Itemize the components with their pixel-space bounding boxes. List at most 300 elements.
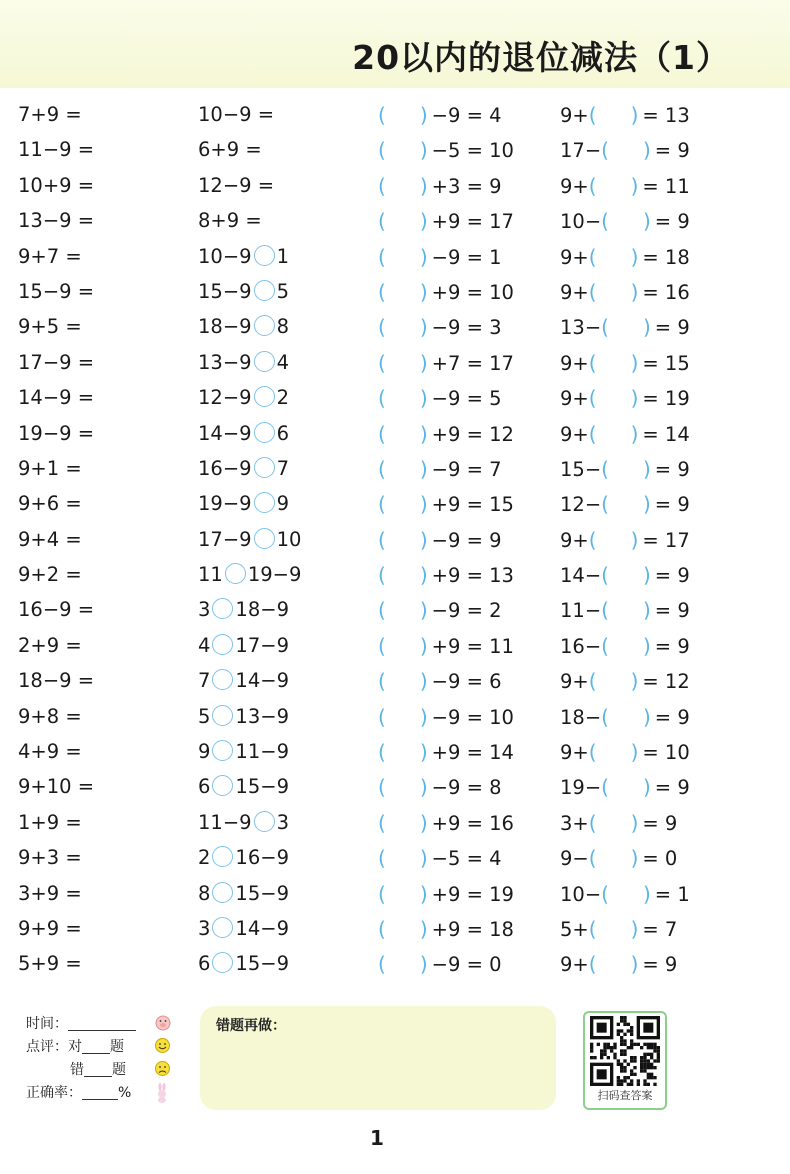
col4-equation <box>560 669 690 694</box>
exercise-row <box>0 309 790 344</box>
header-band <box>0 0 790 88</box>
compare-right: 15−9 <box>235 952 289 976</box>
exercise-row <box>0 132 790 167</box>
col2-equation <box>198 598 289 622</box>
col4-suffix: = 12 <box>642 670 690 694</box>
col2-equation <box>198 528 301 552</box>
paren-close: ) <box>642 209 651 234</box>
exercise-row <box>0 663 790 698</box>
col3-equation <box>378 103 502 128</box>
col4-suffix: = 9 <box>654 493 690 517</box>
qr-code-card[interactable] <box>583 1011 667 1110</box>
col1-equation: 18−9 = <box>18 669 95 693</box>
compare-circle[interactable] <box>212 740 233 761</box>
compare-circle[interactable] <box>254 280 275 301</box>
accuracy-blank[interactable] <box>82 1099 118 1100</box>
compare-left: 3 <box>198 916 211 940</box>
col4-suffix: = 9 <box>642 953 678 977</box>
paren-open: ( <box>378 138 386 163</box>
compare-circle[interactable] <box>212 669 233 690</box>
paren-open: ( <box>378 173 386 198</box>
col3-rest: −9 = 2 <box>431 599 502 623</box>
paren-open: ( <box>588 173 597 198</box>
col4-prefix: 15− <box>560 457 602 481</box>
col4-suffix: = 9 <box>654 705 690 729</box>
compare-circle[interactable] <box>254 386 275 407</box>
compare-right: 10 <box>276 527 302 551</box>
col4-prefix: 9+ <box>560 528 589 552</box>
accuracy-row <box>26 1081 136 1104</box>
paren-close: ) <box>642 563 651 588</box>
col3-rest: −9 = 1 <box>431 245 502 269</box>
col1-equation: 1+9 = <box>18 810 82 834</box>
compare-right: 11−9 <box>235 740 289 764</box>
col3-equation <box>378 598 502 623</box>
col2-equation <box>198 740 289 764</box>
compare-circle[interactable] <box>254 457 275 478</box>
paren-close: ) <box>419 633 428 658</box>
compare-right: 19−9 <box>247 563 302 587</box>
time-row <box>26 1012 136 1035</box>
compare-right: 13−9 <box>235 704 289 728</box>
paren-open: ( <box>588 952 597 977</box>
paren-close: ) <box>630 916 639 941</box>
exercise-row <box>0 97 790 132</box>
compare-right: 9 <box>276 492 289 516</box>
col4-prefix: 13− <box>560 316 602 340</box>
paren-open: ( <box>378 633 386 658</box>
col4-suffix: = 18 <box>642 245 690 269</box>
paren-open: ( <box>588 669 597 694</box>
col4-equation <box>560 386 690 411</box>
col4-prefix: 5+ <box>560 917 589 941</box>
paren-open: ( <box>378 527 386 552</box>
col4-equation <box>560 882 690 907</box>
paren-close: ) <box>419 456 428 481</box>
paren-close: ) <box>642 633 651 658</box>
paren-open: ( <box>378 598 386 623</box>
correct-blank[interactable] <box>82 1053 110 1054</box>
col4-prefix: 9+ <box>560 953 589 977</box>
compare-right: 3 <box>276 810 289 834</box>
compare-left: 12−9 <box>198 386 252 410</box>
col2-equation <box>198 811 289 835</box>
paren-close: ) <box>419 527 428 552</box>
col3-rest: −9 = 7 <box>431 457 502 481</box>
col3-rest: +9 = 15 <box>431 493 514 517</box>
col4-suffix: = 9 <box>654 316 690 340</box>
col4-prefix: 9+ <box>560 387 589 411</box>
compare-circle[interactable] <box>254 422 275 443</box>
col4-prefix: 10− <box>560 882 602 906</box>
compare-left: 9 <box>198 740 211 764</box>
col3-equation <box>378 811 514 836</box>
col4-suffix: = 13 <box>642 104 690 127</box>
wrong-blank[interactable] <box>84 1076 112 1077</box>
compare-left: 15−9 <box>198 279 252 303</box>
paren-open: ( <box>588 810 597 835</box>
col3-rest: −9 = 5 <box>431 387 502 411</box>
compare-left: 6 <box>198 952 211 976</box>
paren-open: ( <box>378 563 386 588</box>
col3-rest: −9 = 4 <box>431 104 502 127</box>
compare-circle[interactable] <box>212 705 233 726</box>
col3-rest: +9 = 14 <box>431 741 514 765</box>
col2-equation <box>198 917 289 941</box>
col1-equation: 9+5 = <box>18 315 82 339</box>
paren-close: ) <box>630 103 639 127</box>
paren-open: ( <box>601 563 609 588</box>
col3-equation <box>378 563 514 588</box>
compare-right: 17−9 <box>235 633 289 657</box>
correct-unit: 题 <box>110 1039 124 1055</box>
exercise-row <box>0 451 790 486</box>
col2-equation <box>198 492 289 516</box>
time-blank[interactable] <box>68 1030 136 1031</box>
col2-equation <box>198 563 301 587</box>
qr-code-icon <box>589 1016 661 1086</box>
exercise-row <box>0 522 790 557</box>
col1-equation: 16−9 = <box>18 598 95 622</box>
paren-close: ) <box>630 846 639 871</box>
pig-icon <box>154 1014 172 1031</box>
col4-suffix: = 17 <box>642 528 690 552</box>
exercise-row <box>0 592 790 627</box>
compare-circle[interactable] <box>212 917 233 938</box>
col1-equation: 14−9 = <box>18 386 95 410</box>
col4-equation <box>560 351 690 376</box>
frown-icon <box>154 1060 171 1077</box>
col2-equation: 12−9 = <box>198 173 275 197</box>
paren-open: ( <box>601 315 609 340</box>
compare-right: 15−9 <box>235 881 289 905</box>
col1-equation: 11−9 = <box>18 138 95 162</box>
paren-close: ) <box>419 138 428 163</box>
col2-equation <box>198 669 289 693</box>
paren-open: ( <box>601 881 609 906</box>
paren-close: ) <box>419 386 428 411</box>
compare-circle[interactable] <box>212 598 233 619</box>
col3-rest: −9 = 8 <box>431 776 502 800</box>
exercise-row <box>0 876 790 911</box>
paren-close: ) <box>642 775 651 800</box>
col4-prefix: 10− <box>560 210 602 234</box>
paren-close: ) <box>642 138 651 163</box>
col4-equation <box>560 422 690 447</box>
paren-close: ) <box>642 456 651 481</box>
compare-circle[interactable] <box>254 811 275 832</box>
compare-circle[interactable] <box>225 563 246 584</box>
col4-suffix: = 9 <box>654 139 690 163</box>
col1-equation: 4+9 = <box>18 740 82 764</box>
compare-left: 18−9 <box>198 315 252 339</box>
col1-equation: 9+7 = <box>18 244 82 268</box>
col1-equation: 7+9 = <box>18 103 82 126</box>
paren-close: ) <box>419 103 428 127</box>
col4-equation <box>560 528 690 553</box>
col3-rest: −9 = 10 <box>431 705 514 729</box>
col2-equation <box>198 846 289 870</box>
bunny-icon <box>154 1083 170 1103</box>
col2-equation <box>198 882 289 906</box>
paren-open: ( <box>588 846 597 871</box>
col3-equation <box>378 740 514 765</box>
paren-open: ( <box>378 810 386 835</box>
paren-close: ) <box>642 492 651 517</box>
paren-close: ) <box>419 315 428 340</box>
paren-open: ( <box>378 704 386 729</box>
exercise-row <box>0 345 790 380</box>
paren-close: ) <box>419 704 428 729</box>
exercise-row <box>0 203 790 238</box>
exercise-row <box>0 416 790 451</box>
paren-open: ( <box>378 103 386 127</box>
col4-suffix: = 9 <box>642 811 678 835</box>
col3-equation <box>378 634 514 659</box>
paren-close: ) <box>630 669 639 694</box>
col3-equation <box>378 669 502 694</box>
col4-equation <box>560 705 690 730</box>
compare-left: 13−9 <box>198 350 252 374</box>
col4-equation <box>560 917 677 942</box>
paren-open: ( <box>588 527 597 552</box>
paren-close: ) <box>642 881 651 906</box>
col4-prefix: 18− <box>560 705 602 729</box>
col4-suffix: = 14 <box>642 422 690 446</box>
compare-right: 15−9 <box>235 775 289 799</box>
paren-open: ( <box>588 740 597 765</box>
col4-equation <box>560 245 690 270</box>
paren-close: ) <box>630 279 639 304</box>
paren-open: ( <box>378 386 386 411</box>
compare-right: 14−9 <box>235 669 289 693</box>
compare-right: 14−9 <box>235 916 289 940</box>
paren-open: ( <box>378 740 386 765</box>
exercise-row <box>0 946 790 981</box>
col4-suffix: = 9 <box>654 776 690 800</box>
col3-rest: −5 = 10 <box>431 139 514 163</box>
paren-close: ) <box>419 881 428 906</box>
col3-equation <box>378 386 502 411</box>
col3-equation <box>378 174 502 199</box>
paren-close: ) <box>419 421 428 446</box>
smile-icon <box>154 1037 171 1054</box>
paren-open: ( <box>378 350 386 375</box>
paren-close: ) <box>419 244 428 269</box>
col3-rest: +9 = 11 <box>431 634 514 658</box>
paren-close: ) <box>630 244 639 269</box>
paren-open: ( <box>378 669 386 694</box>
paren-open: ( <box>601 456 609 481</box>
wrong-label: 错 <box>70 1062 84 1078</box>
exercise-row <box>0 239 790 274</box>
paren-close: ) <box>419 563 428 588</box>
paren-close: ) <box>419 810 428 835</box>
compare-circle[interactable] <box>254 492 275 513</box>
compare-left: 8 <box>198 881 211 905</box>
paren-open: ( <box>588 103 597 127</box>
exercise-grid <box>0 97 790 982</box>
col4-prefix: 14− <box>560 564 602 588</box>
col4-equation <box>560 563 690 588</box>
col3-equation <box>378 952 502 977</box>
paren-close: ) <box>419 209 428 234</box>
col4-equation <box>560 811 677 836</box>
compare-left: 7 <box>198 669 211 693</box>
col2-equation <box>198 280 289 304</box>
review-label: 点评： <box>26 1039 68 1055</box>
paren-close: ) <box>630 527 639 552</box>
review-correct-row <box>26 1035 136 1058</box>
col4-equation <box>560 952 677 977</box>
paren-open: ( <box>588 916 597 941</box>
col3-equation <box>378 705 514 730</box>
paren-open: ( <box>378 952 386 977</box>
col2-equation: 8+9 = <box>198 209 262 233</box>
exercise-row <box>0 274 790 309</box>
col4-suffix: = 0 <box>642 847 678 871</box>
col4-suffix: = 9 <box>654 564 690 588</box>
col3-equation <box>378 775 502 800</box>
col4-prefix: 9+ <box>560 670 589 694</box>
col2-equation <box>198 705 289 729</box>
paren-close: ) <box>419 740 428 765</box>
paren-close: ) <box>419 598 428 623</box>
paren-open: ( <box>378 421 386 446</box>
col3-equation <box>378 209 514 234</box>
col2-equation <box>198 315 289 339</box>
paren-open: ( <box>588 421 597 446</box>
col3-equation <box>378 315 502 340</box>
paren-open: ( <box>378 315 386 340</box>
col4-prefix: 9− <box>560 847 589 871</box>
col4-prefix: 11− <box>560 599 602 623</box>
col3-equation <box>378 846 502 871</box>
compare-circle[interactable] <box>254 315 275 336</box>
exercise-row <box>0 734 790 769</box>
col4-equation <box>560 457 690 482</box>
col4-prefix: 12− <box>560 493 602 517</box>
compare-right: 4 <box>276 350 289 374</box>
compare-right: 5 <box>276 279 289 303</box>
col4-suffix: = 10 <box>642 741 690 765</box>
compare-circle[interactable] <box>254 351 275 372</box>
col4-suffix: = 9 <box>654 457 690 481</box>
col1-equation: 9+2 = <box>18 563 82 587</box>
col4-prefix: 9+ <box>560 174 589 198</box>
col2-equation <box>198 634 289 658</box>
compare-circle[interactable] <box>254 245 275 266</box>
compare-circle[interactable] <box>212 634 233 655</box>
col4-suffix: = 9 <box>654 210 690 234</box>
paren-open: ( <box>588 244 597 269</box>
compare-circle[interactable] <box>212 846 233 867</box>
col1-equation: 2+9 = <box>18 633 82 657</box>
paren-close: ) <box>419 952 428 977</box>
col1-equation: 10+9 = <box>18 173 95 197</box>
col4-suffix: = 19 <box>642 387 690 411</box>
compare-right: 16−9 <box>235 846 289 870</box>
exercise-row <box>0 168 790 203</box>
paren-close: ) <box>630 810 639 835</box>
paren-open: ( <box>588 279 597 304</box>
compare-circle[interactable] <box>212 952 233 973</box>
score-panel <box>26 1012 136 1104</box>
paren-open: ( <box>601 704 609 729</box>
compare-left: 2 <box>198 846 211 870</box>
exercise-row <box>0 628 790 663</box>
col4-prefix: 9+ <box>560 245 589 269</box>
page-title: 20以内的退位减法（1） <box>352 38 730 77</box>
paren-close: ) <box>419 350 428 375</box>
col3-rest: +9 = 17 <box>431 210 514 234</box>
paren-open: ( <box>601 209 609 234</box>
col4-prefix: 16− <box>560 634 602 658</box>
col1-equation: 9+1 = <box>18 456 82 480</box>
col3-rest: −9 = 6 <box>431 670 502 694</box>
redo-area[interactable] <box>200 1006 556 1110</box>
col3-equation <box>378 422 514 447</box>
wrong-unit: 题 <box>112 1062 126 1078</box>
paren-open: ( <box>378 916 386 941</box>
col4-prefix: 9+ <box>560 422 589 446</box>
paren-close: ) <box>419 669 428 694</box>
col3-equation <box>378 882 514 907</box>
paren-close: ) <box>630 350 639 375</box>
paren-open: ( <box>601 633 609 658</box>
col4-prefix: 17− <box>560 139 602 163</box>
col3-equation <box>378 351 514 376</box>
paren-close: ) <box>419 846 428 871</box>
paren-close: ) <box>419 916 428 941</box>
col1-equation: 9+3 = <box>18 846 82 870</box>
compare-left: 4 <box>198 633 211 657</box>
col2-equation <box>198 245 289 269</box>
col4-equation <box>560 598 690 623</box>
paren-open: ( <box>601 492 609 517</box>
col4-prefix: 9+ <box>560 280 589 304</box>
col4-equation <box>560 492 690 517</box>
col3-rest: −9 = 0 <box>431 953 502 977</box>
compare-left: 11−9 <box>198 810 252 834</box>
col1-equation: 9+9 = <box>18 916 82 940</box>
col1-equation: 9+4 = <box>18 527 82 551</box>
accuracy-label: 正确率： <box>26 1085 82 1101</box>
percent-sign: % <box>118 1085 132 1101</box>
paren-close: ) <box>630 952 639 977</box>
time-label: 时间： <box>26 1016 68 1032</box>
qr-label: 扫码查答案 <box>597 1089 653 1102</box>
paren-close: ) <box>630 421 639 446</box>
col3-equation <box>378 245 502 270</box>
paren-close: ) <box>419 173 428 198</box>
compare-circle[interactable] <box>212 882 233 903</box>
compare-left: 11 <box>198 563 223 587</box>
col3-rest: +7 = 17 <box>431 351 514 375</box>
col1-equation: 15−9 = <box>18 279 95 303</box>
compare-circle[interactable] <box>212 775 233 796</box>
paren-open: ( <box>378 456 386 481</box>
compare-circle[interactable] <box>254 528 275 549</box>
compare-right: 18−9 <box>235 598 289 622</box>
col3-equation <box>378 138 514 163</box>
col3-rest: +9 = 19 <box>431 882 514 906</box>
col4-suffix: = 1 <box>654 882 690 906</box>
paren-open: ( <box>601 775 609 800</box>
compare-left: 19−9 <box>198 492 252 516</box>
exercise-row <box>0 486 790 521</box>
col1-equation: 9+8 = <box>18 704 82 728</box>
